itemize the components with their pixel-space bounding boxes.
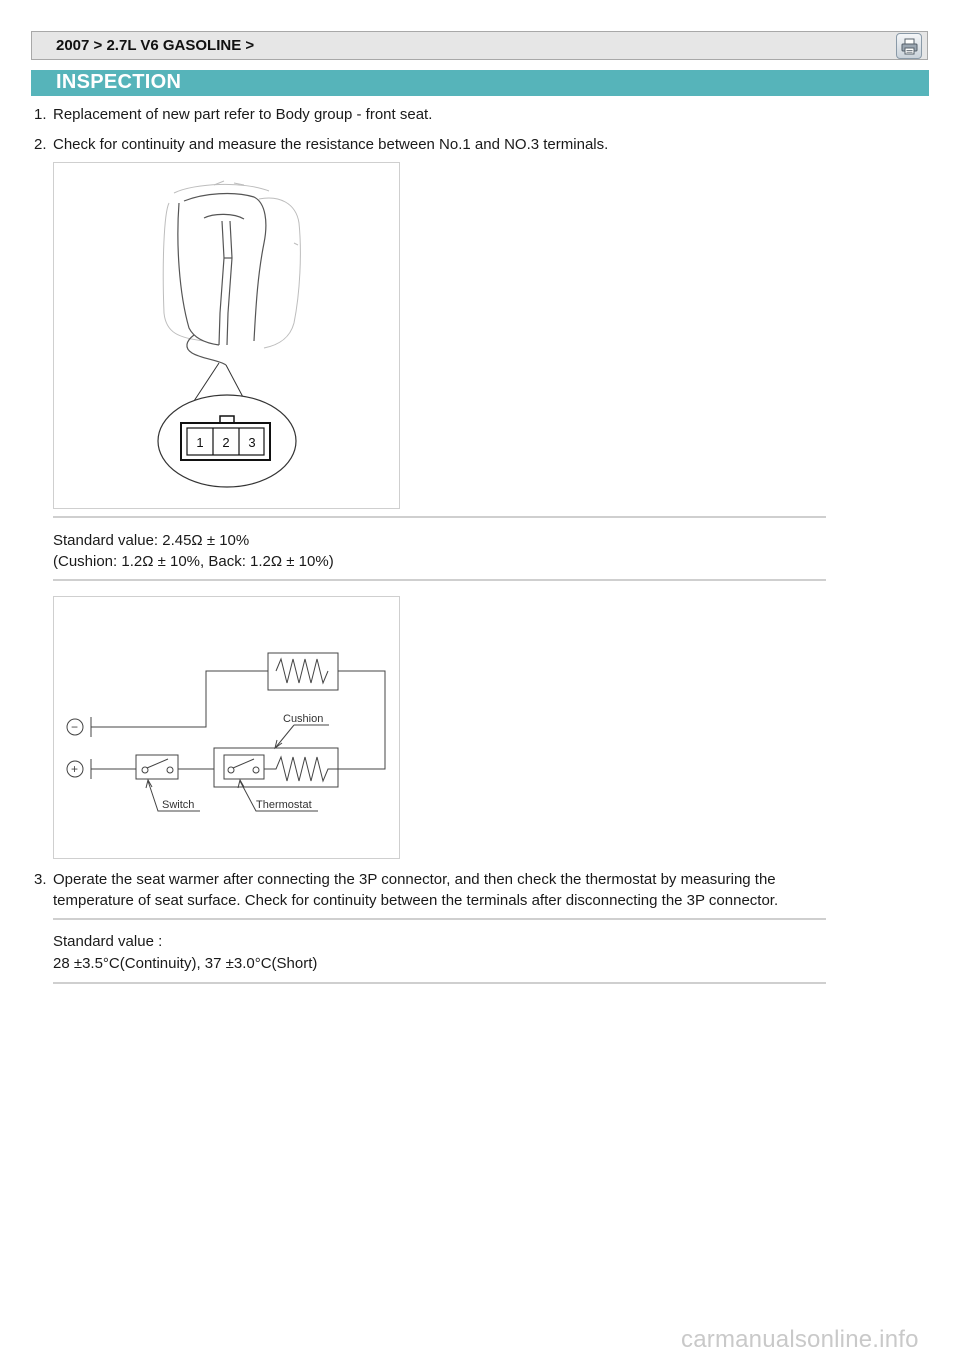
circuit-diagram bbox=[54, 597, 399, 858]
breadcrumb: 2007 > 2.7L V6 GASOLINE > bbox=[56, 37, 255, 54]
standard-value-box-2 bbox=[53, 918, 826, 984]
step-text-line-1: Operate the seat warmer after connecting the 3P connector, and then check the thermostat by measuring the bbox=[53, 871, 776, 888]
section-title bbox=[31, 70, 929, 96]
terminal-label: 2 bbox=[222, 435, 230, 450]
switch-label: Switch bbox=[162, 799, 195, 811]
step-number: 2. bbox=[34, 136, 47, 153]
spec-line: Standard value : bbox=[53, 933, 163, 950]
step-text: Replacement of new part refer to Body group - front seat. bbox=[53, 106, 433, 123]
terminal-label: 3 bbox=[248, 435, 256, 450]
step-text: Check for continuity and measure the resistance between No.1 and NO.3 terminals. bbox=[53, 136, 609, 153]
circuit-figure bbox=[53, 596, 400, 859]
standard-value-box-1 bbox=[53, 516, 826, 581]
header-bar bbox=[31, 31, 928, 60]
section-title-text: INSPECTION bbox=[56, 71, 182, 93]
step-number: 3. bbox=[34, 871, 47, 888]
step-text-line-2: temperature of seat surface. Check for continuity between the terminals after disconnecting the 3P connector. bbox=[53, 892, 779, 909]
watermark: carmanualsonline.info bbox=[681, 1326, 919, 1353]
seat-heater-figure bbox=[53, 162, 400, 509]
step-number: 1. bbox=[34, 106, 47, 123]
terminal-label: 1 bbox=[196, 435, 204, 450]
plus-terminal-label: + bbox=[71, 762, 79, 776]
thermostat-label: Thermostat bbox=[256, 799, 312, 811]
seat-heater-diagram bbox=[54, 163, 399, 508]
minus-terminal-label: − bbox=[71, 720, 79, 734]
spec-line: (Cushion: 1.2Ω ± 10%, Back: 1.2Ω ± 10%) bbox=[53, 553, 334, 570]
cushion-label: Cushion bbox=[283, 713, 324, 725]
print-button[interactable] bbox=[896, 33, 922, 59]
spec-line: Standard value: 2.45Ω ± 10% bbox=[53, 532, 250, 549]
printer-icon bbox=[901, 38, 918, 55]
spec-line: 28 ±3.5°C(Continuity), 37 ±3.0°C(Short) bbox=[53, 955, 318, 972]
